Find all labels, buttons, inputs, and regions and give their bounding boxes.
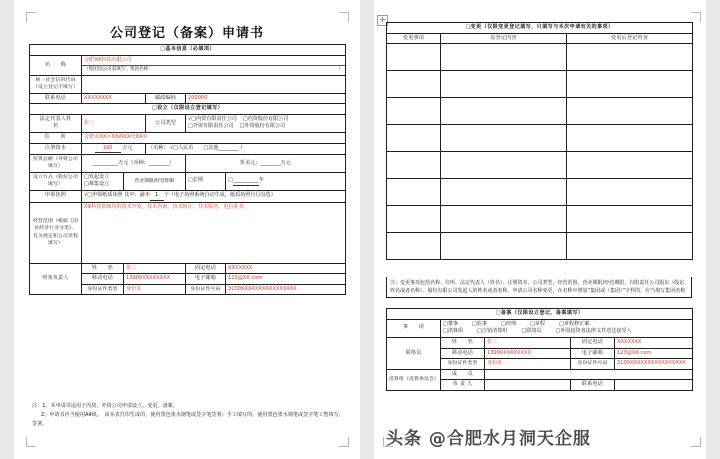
contact-idtype-label: 身份证件类型 — [441, 359, 485, 370]
crop-mark-r-tr — [691, 12, 701, 22]
matters-option[interactable]: □章程 — [530, 320, 546, 327]
change-cell[interactable] — [441, 125, 567, 152]
crop-mark-bl — [26, 437, 36, 447]
setup-section-header: □设立（仅限设立登记填写） — [30, 104, 346, 115]
currency-option[interactable]: □人民币 — [173, 145, 194, 152]
table-row — [387, 44, 693, 71]
finance-name-value[interactable]: 张三 — [124, 263, 186, 274]
finance-idtype-label: 身份证件类型 — [82, 284, 124, 295]
table-row — [387, 309, 693, 320]
note-line-2: 2、申请书应当使用A4纸。 由本表打印生成的，使用黑色墨水钢笔或签字笔签署；手工填写的，使用黑色墨水钢笔或签字笔工整填写、签署。 — [32, 411, 344, 427]
table-row — [387, 98, 693, 125]
scope-value[interactable]: XX科技领域内的技术开发、技术咨询、技术转让、技术服务、电信业务。 — [82, 202, 346, 263]
check-mark-icon: √ — [170, 145, 174, 152]
matters-option[interactable]: □联络员 — [521, 328, 542, 335]
change-section-header: □变更（仅限变更登记填写，只填写与本次申请有关的事项） — [387, 23, 693, 34]
address-label: 住 所 — [30, 133, 82, 144]
finance-email-value[interactable]: 123@XX.com — [226, 274, 346, 285]
crop-mark-tl — [26, 12, 36, 22]
term-label: 营业期限/经营期限 — [124, 172, 186, 190]
table-row — [30, 172, 346, 190]
matters-option[interactable]: □外国投资者法律文件送达接受人 — [555, 328, 632, 335]
table-row — [387, 71, 693, 98]
left-page-notes — [32, 402, 344, 429]
liquidation-tel-value[interactable] — [615, 380, 693, 391]
table-row — [30, 76, 346, 93]
matters-label: 事 项 — [387, 319, 441, 337]
finance-name-label: 姓 名 — [82, 263, 124, 274]
contact-person-label: 联络员 — [387, 337, 441, 369]
change-cell[interactable] — [567, 152, 693, 179]
check-mark-icon: √ — [188, 115, 192, 122]
credit-code-label: 统一社会信用代码（设立登记不填写） — [30, 76, 82, 93]
legal-rep-label-text: 法定代表人姓 名 — [39, 115, 82, 130]
change-cell[interactable] — [567, 233, 693, 260]
matters-row-2[interactable] — [443, 328, 690, 336]
postcode-value[interactable]: 200000 — [186, 93, 346, 104]
table-row — [30, 114, 346, 132]
matters-option[interactable]: □注销清算组 — [477, 328, 508, 335]
change-col-new: 变更后登记内容 — [567, 33, 693, 44]
invest-total-cell[interactable] — [82, 155, 186, 172]
table-row — [30, 190, 346, 202]
table-row — [387, 319, 693, 337]
term-option[interactable]: □长期 — [188, 177, 204, 184]
change-cell[interactable] — [441, 152, 567, 179]
change-cell[interactable] — [441, 233, 567, 260]
scope-label: 经营范围（根据《国民经济行业分类》、有关规定和公司章程填写） — [30, 202, 82, 263]
finance-tel-value[interactable]: XXXXXXX — [226, 263, 346, 274]
table-row — [30, 93, 346, 104]
basic-info-header: □基本信息（必填项） — [30, 45, 346, 56]
note-line-1: 注：1、本申请书适用于内资、外资公司申请设立、变更、备案。 — [32, 403, 178, 409]
setup-mode-option[interactable]: □发起设立 — [84, 173, 110, 180]
table-row — [30, 45, 346, 56]
term-option-long[interactable] — [186, 172, 226, 190]
contact-idno-value[interactable]: 3100XXXXXXXXXXXXXXXX — [615, 359, 693, 370]
contact-tel-value[interactable]: XXXXXXX — [615, 337, 693, 348]
change-section-table — [386, 22, 693, 260]
table-row — [387, 369, 693, 380]
change-cell[interactable] — [567, 179, 693, 206]
license-text-c: 个（电子执照系统自动生成，纸质执照自行勾选） — [163, 191, 276, 198]
setup-mode-label: 设立方式（股份公司填写） — [30, 172, 82, 190]
change-cell[interactable] — [441, 71, 567, 98]
liquidation-tel-label: 联系电话 — [571, 380, 615, 391]
page-title: 公司登记（备案）申请书 — [109, 26, 264, 41]
table-row — [30, 143, 346, 155]
capital-value-cell[interactable] — [82, 143, 146, 155]
table-row — [30, 55, 346, 66]
table-row — [30, 155, 346, 172]
name-value[interactable]: 合肥XX科技有限公司 — [82, 55, 346, 66]
license-text-a[interactable]: □申领纸质执照 — [87, 191, 123, 198]
finance-email-label: 电子邮箱 — [186, 274, 226, 285]
change-cell[interactable] — [387, 44, 441, 71]
finance-officer-label: 财务负责人 — [30, 263, 82, 295]
company-type-row-2[interactable] — [188, 123, 343, 131]
credit-code-value[interactable] — [82, 76, 346, 93]
table-row — [30, 202, 346, 263]
table-row — [387, 337, 693, 348]
change-cell[interactable] — [387, 71, 441, 98]
table-row — [387, 125, 693, 152]
change-cell[interactable] — [567, 71, 693, 98]
postcode-label: 邮政编码 — [146, 93, 186, 104]
name-subnote — [82, 66, 346, 76]
watermark: 头条 @合肥水月洞天企服 — [386, 429, 591, 449]
contact-email-value[interactable]: 123@XX.com — [615, 348, 693, 359]
matters-option[interactable]: □董事 — [443, 320, 459, 327]
invest-unit: 万元（币种： — [118, 159, 149, 166]
change-col-matter: 变更事项 — [387, 33, 441, 44]
address-value[interactable]: 合肥市XX区XX路XX号XX室 — [82, 133, 346, 144]
invest-blank-2[interactable]: ________ — [148, 159, 170, 166]
finance-idtype-value[interactable]: 身份证 — [124, 284, 186, 295]
setup-application-table — [29, 44, 346, 295]
liquidation-head-label: 负 责 人 — [441, 380, 485, 391]
crop-mark-tr — [339, 12, 349, 22]
name-subnote-end: ） — [338, 67, 344, 73]
page-gutter-right — [706, 0, 720, 459]
record-section-table — [386, 308, 693, 391]
change-cell[interactable] — [441, 44, 567, 71]
table-row — [387, 33, 693, 44]
record-section-header: □备案（仅限设立登记、备案填写） — [387, 309, 693, 320]
contact-name-value[interactable]: 张三 — [485, 337, 571, 348]
finance-tel-label: 固定电话 — [186, 263, 226, 274]
capital-label: 注册资本 — [30, 143, 82, 155]
currency-cell[interactable] — [146, 143, 346, 155]
matters-options[interactable] — [441, 319, 693, 337]
finance-idno-label: 身份证件号码 — [186, 284, 226, 295]
liquidation-head-value[interactable] — [485, 380, 571, 391]
term-option-checkbox[interactable]: □ — [228, 176, 233, 183]
matters-option[interactable]: □经理 — [501, 320, 517, 327]
change-cell[interactable] — [567, 98, 693, 125]
table-row — [30, 104, 346, 115]
invest-usd-unit: 万元 — [280, 159, 291, 166]
contact-name-label: 姓 名 — [441, 337, 485, 348]
table-row — [387, 152, 693, 179]
change-cell[interactable] — [567, 125, 693, 152]
setup-mode-options[interactable] — [82, 172, 124, 190]
change-col-original: 原登记内容 — [441, 33, 567, 44]
setup-mode-option[interactable]: □募集设立 — [84, 181, 110, 188]
finance-idno-value[interactable]: 3100XXXXXXXXXXXXXXXX — [226, 284, 346, 295]
finance-mobile-value[interactable]: 13900XXXXXXXX — [124, 274, 186, 285]
change-cell[interactable] — [387, 233, 441, 260]
company-type-option[interactable]: □外资有限责任公司 — [188, 123, 234, 130]
company-type-option[interactable]: □内资股份有限公司 — [242, 115, 289, 122]
company-type-option[interactable]: □内资有限责任公司 — [191, 115, 237, 122]
table-row — [30, 133, 346, 144]
page-gutter-middle — [360, 0, 374, 459]
liquidation-member-value[interactable] — [485, 369, 693, 380]
change-cell[interactable] — [387, 206, 441, 233]
change-section-note: 注：变更事项包括名称、住所、法定代表人（姓名）、注册资本、公司类型、经营范围、营业期限/经营期限、有限责任公司股东（股东姓名或者名称）、股份有限公司发起人的姓名或者名称。申请公司名称变更，在名称中增加“集团或（集团）”字样的，应当填写集团名称 — [386, 277, 692, 298]
table-row — [30, 263, 346, 274]
change-cell[interactable] — [441, 206, 567, 233]
invest-blank-1[interactable]: __________ — [92, 159, 119, 166]
change-cell[interactable] — [441, 179, 567, 206]
license-count[interactable]: 1 — [150, 192, 164, 201]
setup-mode-row-2[interactable] — [84, 181, 121, 189]
capital-value[interactable]: 100 — [95, 145, 121, 154]
matters-option[interactable]: □清算组 — [443, 328, 464, 335]
matters-option[interactable]: □章程修正案 — [559, 320, 590, 327]
license-text-b: 其中：副本 — [124, 191, 150, 198]
contact-idno-label: 身份证件号码 — [571, 359, 615, 370]
crop-mark-br — [339, 437, 349, 447]
capital-unit: 万元 — [122, 144, 133, 151]
contact-idtype-value[interactable]: 身份证 — [485, 359, 571, 370]
phone-label: 联系电话 — [30, 93, 82, 104]
company-type-option[interactable]: □外资股份有限公司 — [239, 123, 286, 130]
legal-rep-value[interactable]: 张三 — [82, 114, 146, 132]
contact-mobile-label: 移动电话 — [441, 348, 485, 359]
name-subnote-text: （集团母公司需填写：集团名称： — [84, 67, 153, 73]
change-cell[interactable] — [567, 206, 693, 233]
liquidation-member-label: 成 员 — [441, 369, 485, 380]
company-type-label: 公司类型 — [146, 114, 186, 132]
change-cell[interactable] — [441, 98, 567, 125]
invest-total-label: 投资总额（外资公司填写） — [30, 155, 82, 172]
finance-mobile-label: 移动电话 — [82, 274, 124, 285]
company-type-options[interactable] — [186, 114, 346, 132]
currency-suffix: ） — [240, 145, 246, 152]
change-cell[interactable] — [387, 179, 441, 206]
change-cell[interactable] — [387, 152, 441, 179]
table-row — [387, 233, 693, 260]
term-option-years[interactable] — [226, 172, 346, 190]
change-cell[interactable] — [387, 98, 441, 125]
term-blank[interactable]: __________ — [233, 177, 259, 186]
change-cell[interactable] — [567, 44, 693, 71]
license-check-mark[interactable]: √ — [84, 191, 88, 198]
invest-usd-label: 折美元： — [240, 159, 261, 166]
currency-options[interactable] — [170, 145, 239, 151]
term-unit: 年 — [258, 176, 264, 183]
table-row — [387, 179, 693, 206]
page-gutter-left — [0, 0, 14, 459]
matters-option[interactable]: □监事 — [472, 320, 488, 327]
table-move-handle-icon[interactable]: ✛ — [377, 15, 388, 26]
currency-option[interactable]: □其他________ — [203, 145, 239, 152]
phone-value[interactable]: XXXXXXXX — [82, 93, 146, 104]
name-label: 名 称 — [30, 55, 82, 76]
table-row — [387, 23, 693, 34]
currency-prefix: （币种： — [148, 145, 169, 152]
contact-tel-label: 固定电话 — [571, 337, 615, 348]
license-label: 申领执照 — [30, 190, 82, 202]
contact-email-label: 电子邮箱 — [571, 348, 615, 359]
invest-suffix: ） — [169, 159, 175, 166]
legal-rep-label — [30, 114, 82, 132]
invest-usd-cell[interactable] — [186, 155, 346, 172]
license-cell[interactable] — [82, 190, 346, 202]
liquidation-label: 清算组（清算委员会） — [387, 369, 441, 390]
invest-usd-blank[interactable]: ________ — [260, 159, 281, 166]
contact-mobile-value[interactable]: 13900XXXXXXXX — [485, 348, 571, 359]
table-row — [387, 206, 693, 233]
change-cell[interactable] — [387, 125, 441, 152]
